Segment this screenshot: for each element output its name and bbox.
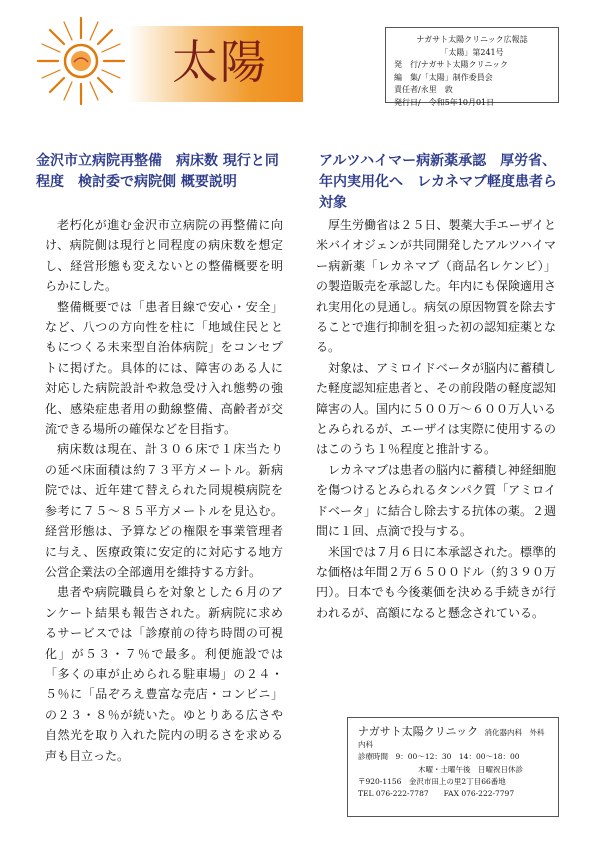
clinic-name: ナガサト太陽クリニック (358, 725, 479, 738)
info-publisher: 発 行/ナガサト太陽クリニック (394, 60, 509, 69)
info-issue-date: 発行日/ 令和5年10月01日 (394, 97, 495, 107)
clinic-closed-days: 木曜・土曜午後 日曜祝日休診 (418, 764, 523, 774)
sun-logo-icon (36, 16, 126, 106)
article-paragraph: 厚生労働省は２５日、製薬大手エーザイと米バイオジェンが共同開発したアルツハイマー病新薬「レカネマブ（商品名レケンビ）」の製造販売を承認した。年内にも保険適用され実用化の見通し。病気の原因物質を除去することで進行抑制を狙った初の認知症薬となる。 (316, 218, 557, 355)
article-paragraph: 病床数は現在、計３０６床で１床当たりの延べ床面積は約７３平方メートル。新病院では、近年建て替えられた同規模病院を参考に７５～８５平方メートルを見込む。経営形態は、予算などの権限を事業管理者に与え、医療政策に安定的に対応する地方公営企業法の全部適用を維持する方針。 (45, 442, 283, 579)
title-banner (128, 26, 303, 102)
left-article-headline: 金沢市立病院再整備 病床数 現行と同程度 検討委で病院側 概要説明 (36, 153, 279, 190)
clinic-hours: 診療時間 9：00～12：30 14：00～18：00 (358, 752, 520, 762)
article-paragraph: 患者や病院職員らを対象とした６月のアンケート結果も報告された。新病院に求めるサービスでは「診療前の待ち時間の可視化」が５３・７％で最多。利便施設では「多くの車が止められる駐車場」の２４・５％に「品ぞろえ豊富な売店・コンビニ」の２３・８％が続いた。ゆとりある広さや自然光を取り入れた院内の明るさを求める声も目立った。 (45, 585, 283, 763)
article-paragraph: 米国では７月６日に本承認された。標準的な価格は年間２万６５００ドル（約３９０万円）。日本でも今後薬価を決める手続きが行われるが、高額になると懸念されている。 (316, 544, 557, 620)
article-paragraph: レカネマブは患者の脳内に蓄積し神経細胞を傷つけるとみられるタンパク質「アミロイドベータ」に結合し除去する抗体の薬。２週間に１回、点滴で投与する。 (316, 462, 557, 539)
clinic-phone-fax: TEL 076-222-7787 FAX 076-222-7797 (358, 789, 515, 799)
article-paragraph: 老朽化が進む金沢市立病院の再整備に向け、病院側は現行と同程度の病床数を想定し、経営形態も変えないとの整備概要を明らかにした。 (45, 218, 283, 294)
right-article-headline: アルツハイマー病新薬承認 厚労省、年内実用化へ レカネマブ軽度患者ら対象 (319, 153, 557, 211)
publication-info (385, 27, 559, 107)
article-paragraph: 整備概要では「患者目線で安心・安全」など、八つの方向性を柱に「地域住民とともにつくる未来型自治体病院」をコンセプトに掲げた。具体的には、障害のある人に対応した病院設計や救急受け入れ態勢の強化、感染症患者用の動線整備、高齢者が交流できる場所の確保などを目指す。 (45, 299, 283, 437)
right-article-body (316, 215, 556, 623)
clinic-address: 〒920-1156 金沢市田上の里2丁目66番地 (358, 776, 506, 786)
left-article-body (45, 215, 283, 766)
article-paragraph: 対象は、アミロイドベータが脳内に蓄積した軽度認知症患者と、その前段階の軽度認知障害の人。国内に５００万～６００万人いるとみられるが、エーザイは実際に使用するのはこのうち１％程度と推計する。 (316, 360, 557, 457)
newsletter-title: 太陽 (172, 35, 268, 89)
info-issue-number: 「太陽」第241号 (440, 47, 504, 57)
info-responsible: 責任者/永里 敦 (394, 85, 453, 94)
info-editor: 編 集/「太陽」制作委員会 (394, 72, 493, 82)
info-publication-name: ナガサト太陽クリニック広報誌 (416, 35, 528, 44)
clinic-departments: 消化器内科 外科 内科 (358, 728, 553, 750)
clinic-info-box (347, 717, 559, 817)
